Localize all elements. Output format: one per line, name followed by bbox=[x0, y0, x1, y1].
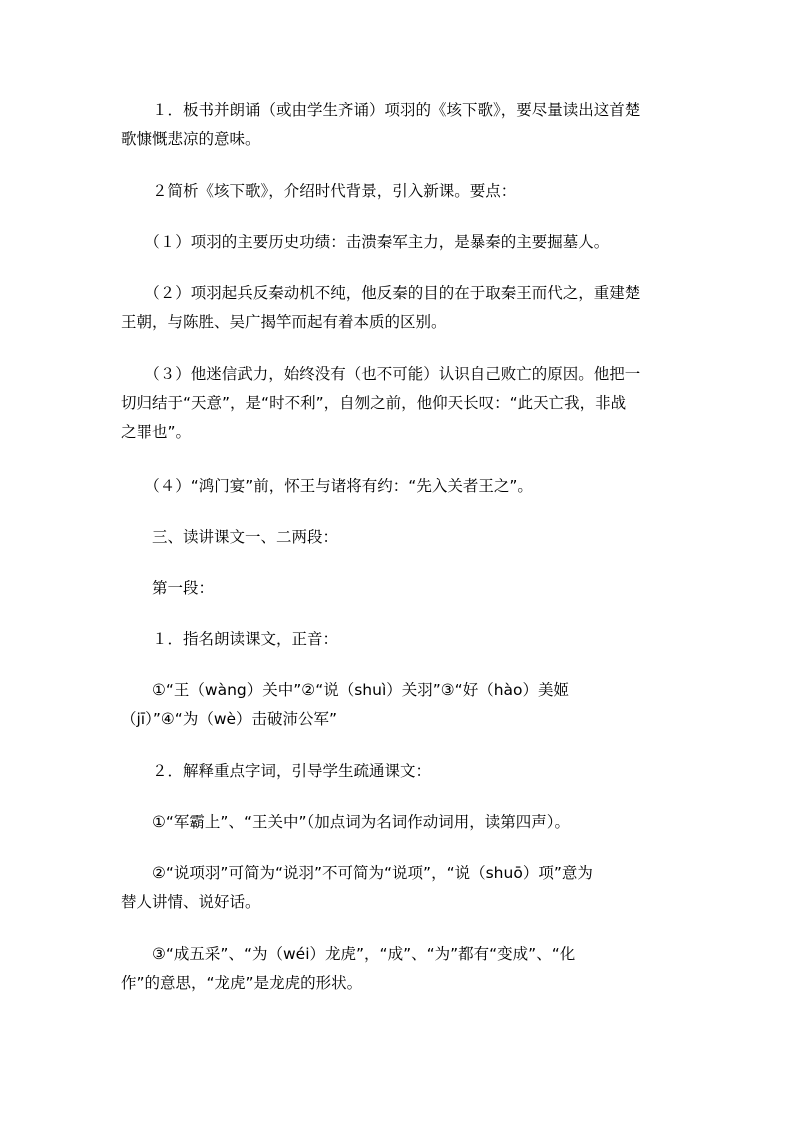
paragraph-6 bbox=[121, 472, 677, 501]
text-line: １．指名朗读课文，正音： bbox=[121, 630, 339, 648]
paragraph-12 bbox=[121, 808, 677, 837]
text-line: 王朝，与陈胜、吴广揭竿而起有着本质的区别。 bbox=[121, 313, 447, 331]
text-line: 第一段： bbox=[121, 579, 215, 597]
text-line: ②“说项羽”可简为“说羽”不可简为“说项”，“说（shuō）项”意为 bbox=[121, 864, 593, 882]
paragraph-3 bbox=[121, 228, 677, 257]
paragraph-9 bbox=[121, 625, 677, 654]
paragraph-1 bbox=[121, 96, 677, 154]
paragraph-11 bbox=[121, 757, 677, 786]
text-line: （１）项羽的主要历史功绩：击溃秦军主力，是暴秦的主要掘墓人。 bbox=[121, 233, 610, 251]
paragraph-14 bbox=[121, 940, 677, 998]
text-line: 切归结于“天意”，是“时不利”，自刎之前，他仰天长叹：“此天亡我，非战 bbox=[121, 394, 627, 412]
paragraph-4 bbox=[121, 279, 677, 337]
text-line: １．板书并朗诵（或由学生齐诵）项羽的《垓下歌》，要尽量读出这首楚 bbox=[121, 101, 641, 119]
text-line: ③“成五采”、“为（wéi）龙虎”，“成”、“为”都有“变成”、“化 bbox=[121, 945, 576, 963]
paragraph-10 bbox=[121, 676, 677, 734]
paragraph-5 bbox=[121, 360, 677, 447]
text-line: 之罪也”。 bbox=[121, 423, 192, 441]
text-line: 替人讲情、说好话。 bbox=[121, 893, 261, 911]
text-line: 三、读讲课文一、二两段： bbox=[121, 528, 339, 546]
text-line: ①“军霸上”、“王关中”（加点词为名词作动词用，读第四声）。 bbox=[121, 813, 571, 831]
text-line: ２．解释重点字词，引导学生疏通课文： bbox=[121, 762, 432, 780]
section-heading bbox=[121, 523, 677, 552]
text-line: （３）他迷信武力，始终没有（也不可能）认识自己败亡的原因。他把一 bbox=[121, 365, 641, 383]
text-line: 歌慷慨悲凉的意味。 bbox=[121, 130, 261, 148]
text-line: ①“王（wàng）关中”②“说（shuì）关羽”③“好（hào）美姬 bbox=[121, 681, 570, 699]
text-line: ２简析《垓下歌》，介绍时代背景，引入新课。要点： bbox=[121, 182, 517, 200]
paragraph-13 bbox=[121, 859, 677, 917]
text-line: （４）“鸿门宴”前，怀王与诸将有约：“先入关者王之”。 bbox=[121, 477, 533, 495]
text-line: （jī）”④“为（wè）击破沛公军” bbox=[121, 710, 338, 728]
paragraph-2 bbox=[121, 177, 677, 206]
subsection-heading bbox=[121, 574, 677, 603]
text-line: 作”的意思，“龙虎”是龙虎的形状。 bbox=[121, 974, 363, 992]
text-line: （２）项羽起兵反秦动机不纯，他反秦的目的在于取秦王而代之，重建楚 bbox=[121, 284, 641, 302]
